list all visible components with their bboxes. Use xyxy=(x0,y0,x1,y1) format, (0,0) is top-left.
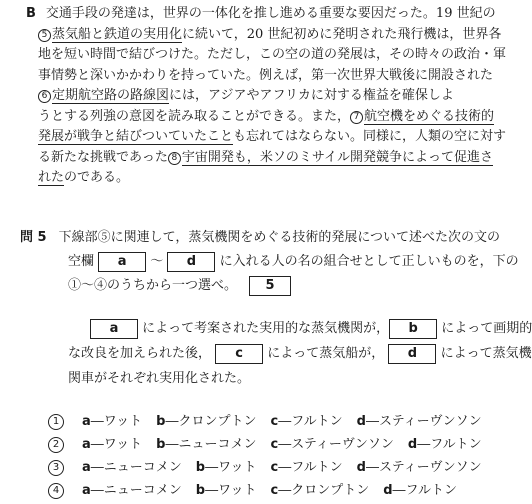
statement-text: によって蒸気船が， xyxy=(267,346,385,361)
choice-number: 4 xyxy=(48,483,64,499)
passage-line xyxy=(38,45,516,66)
underline-marker-7: 7 xyxy=(350,111,363,124)
choice-c: クロンプトン xyxy=(291,483,370,498)
blank-box-c: c xyxy=(215,344,263,364)
choice-number: 1 xyxy=(48,414,64,430)
underline-5-text: 蒸気船と鉄道の実用化 xyxy=(52,26,183,42)
statement xyxy=(20,316,532,391)
statement-text: によって蒸気機 xyxy=(440,346,532,361)
question-line xyxy=(20,250,519,274)
question xyxy=(20,226,519,298)
statement-text: 関車がそれぞれ実用化された。 xyxy=(68,371,251,386)
choice-b: クロンプトン xyxy=(178,414,257,429)
choice-4[interactable]: 4 a―ニューコメン b―ワット c―クロンプトン d―フルトン xyxy=(48,479,496,502)
question-text: ①～④のうちから一つ選べ。 xyxy=(68,278,238,293)
question-line xyxy=(20,226,510,250)
statement-line xyxy=(20,366,510,391)
passage-line xyxy=(38,66,516,87)
choice-number: 2 xyxy=(48,437,64,453)
blank-box-d: d xyxy=(167,252,215,272)
blank-box-a: a xyxy=(98,252,146,272)
passage-line xyxy=(38,25,516,46)
question-label: 問 5 xyxy=(20,230,47,245)
passage-text: には，アジアやアフリカに対する権益を確保しよ xyxy=(169,88,454,103)
underline-8-text: 宇宙開発も，米ソのミサイル開発競争によって促進さ xyxy=(181,149,493,165)
passage-line xyxy=(38,86,516,107)
underline-marker-8: 8 xyxy=(168,152,181,165)
choice-c: スティーヴンソン xyxy=(291,437,394,452)
choice-d: スティーヴンソン xyxy=(378,414,482,429)
passage-text: うとする列強の意図を読み取ることができる。また， xyxy=(38,108,351,124)
answer-number-box: 5 xyxy=(249,276,291,296)
passage xyxy=(26,4,516,189)
underline-6-text: 定期航空路の路線図 xyxy=(52,88,170,103)
underline-marker-6: 6 xyxy=(38,90,51,103)
choice-a: ニューコメン xyxy=(103,460,182,475)
section-label: B xyxy=(26,6,36,21)
choice-d: フルトン xyxy=(430,437,482,452)
choice-a: ワット xyxy=(103,437,143,452)
choice-2[interactable]: 2 a―ワット b―ニューコメン c―スティーヴンソン d―フルトン xyxy=(48,433,496,456)
passage-text: のである。 xyxy=(64,170,130,185)
statement-line xyxy=(20,341,532,366)
choice-a: ワット xyxy=(103,414,143,429)
statement-line xyxy=(20,316,532,341)
choice-number: 3 xyxy=(48,460,64,476)
passage-text: 交通手段の発達は，世界の一体化を推し進める重要な要因だった。19 世紀の xyxy=(45,6,496,21)
statement-text: によって画期的 xyxy=(441,321,532,336)
passage-text: る新たな挑戦であった xyxy=(38,149,168,165)
passage-line xyxy=(38,107,516,128)
passage-text: 事情勢と深いかかわりを持っていた。例えば，第一次世界大戦後に開設された xyxy=(38,67,494,83)
choice-a: ニューコメン xyxy=(103,483,182,498)
passage-line xyxy=(38,148,516,169)
choice-b: ニューコメン xyxy=(178,437,257,452)
passage-line xyxy=(38,127,516,148)
choice-d: スティーヴンソン xyxy=(378,460,482,475)
question-text: に入れる人の名の組合せとして正しいものを，下の xyxy=(219,254,519,269)
statement-text: によって考案された実用的な蒸気機関が， xyxy=(142,321,390,336)
blank-box-a: a xyxy=(90,319,138,339)
question-text: 空欄 xyxy=(68,254,95,269)
passage-text: に続いて，20 世紀初めに発明された飛行機は，世界各 xyxy=(182,26,502,42)
choice-b: ワット xyxy=(218,460,257,475)
choice-c: フルトン xyxy=(291,460,343,475)
passage-text: 地を短い時間で結びつけた。ただし，この空の道の発展は，その時々の政治・軍 xyxy=(38,47,507,62)
answer-choices xyxy=(48,410,496,502)
passage-line xyxy=(38,168,516,189)
blank-box-d: d xyxy=(388,344,436,364)
underline-7-text: 航空機をめぐる技術的 xyxy=(364,108,495,124)
choice-c: フルトン xyxy=(291,414,343,429)
tilde: ～ xyxy=(150,254,164,269)
question-line xyxy=(20,274,510,298)
passage-line xyxy=(26,4,516,25)
passage-text: も忘れてはならない。同様に，人類の空に対す xyxy=(233,129,507,144)
blank-box-b: b xyxy=(389,319,437,339)
choice-d: フルトン xyxy=(405,483,457,498)
underline-marker-5: 5 xyxy=(38,29,51,42)
choice-3[interactable]: 3 a―ニューコメン b―ワット c―フルトン d―スティーヴンソン xyxy=(48,456,496,479)
choice-b: ワット xyxy=(218,483,257,498)
choice-1[interactable]: 1 a―ワット b―クロンプトン c―フルトン d―スティーヴンソン xyxy=(48,410,496,433)
underline-8-text: れた xyxy=(38,170,65,185)
question-text: 下線部⑤に関連して，蒸気機関をめぐる技術的発展について述べた次の文の xyxy=(58,230,501,245)
underline-7-text: 発展が戦争と結びついていたこと xyxy=(38,129,234,144)
statement-text: な改良を加えられた後， xyxy=(68,346,212,361)
